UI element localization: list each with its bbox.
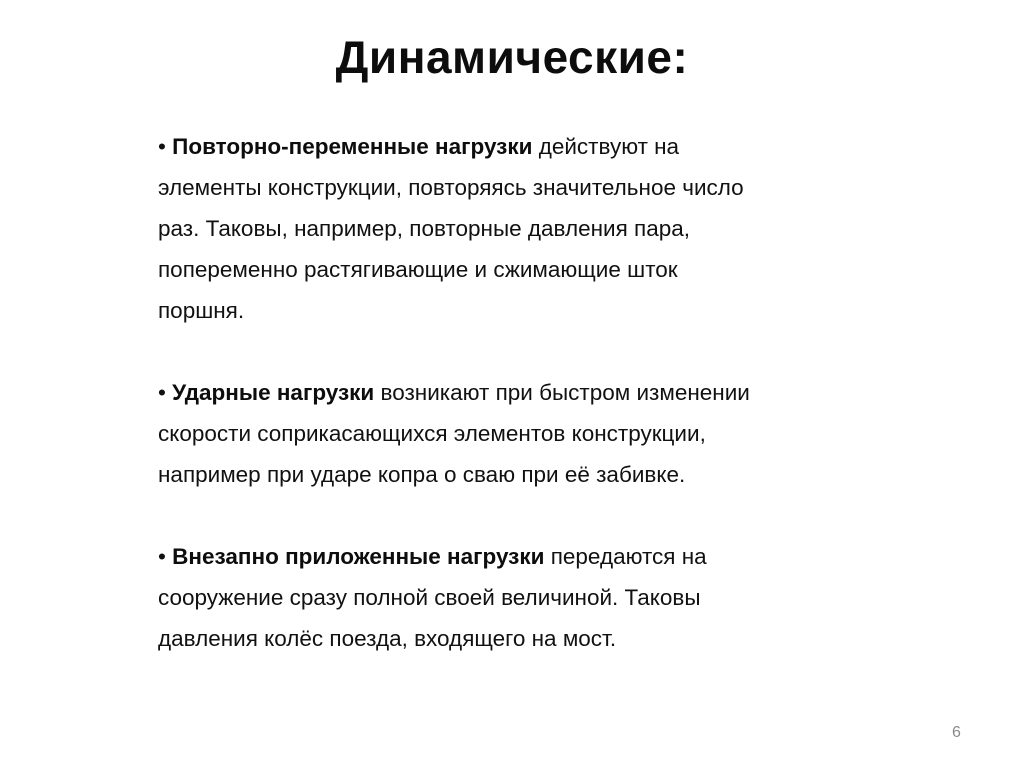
bullet-line: раз. Таковы, например, повторные давления пара,	[158, 216, 691, 241]
bullet-line: сооружение сразу полной своей величиной. Таковы	[158, 585, 701, 610]
page-number: 6	[952, 724, 961, 741]
bullet-marker: •	[158, 380, 166, 405]
bullet-term: Повторно-переменные нагрузки	[172, 134, 533, 159]
bullet-term: Ударные нагрузки	[172, 380, 375, 405]
bullet-text: действуют на	[538, 134, 680, 159]
bullet-marker: •	[158, 544, 166, 569]
bullet-term: Внезапно приложенные нагрузки	[172, 544, 545, 569]
bullet-line: попеременно растягивающие и сжимающие шток	[158, 257, 678, 282]
bullet-line	[158, 126, 878, 167]
bullet-line: элементы конструкции, повторяясь значительное число	[158, 175, 744, 200]
bullet-line: например при ударе копра о сваю при её забивке.	[158, 462, 686, 487]
bullet-text: возникают при быстром изменении	[380, 380, 750, 405]
bullet-marker: •	[158, 134, 166, 159]
bullet-repeated-loads	[158, 126, 878, 331]
bullet-line: давления колёс поезда, входящего на мост.	[158, 626, 617, 651]
bullet-line	[158, 372, 878, 413]
bullet-sudden-loads	[158, 536, 878, 659]
bullet-line: скорости соприкасающихся элементов конструкции,	[158, 421, 706, 446]
bullet-text: передаются на	[550, 544, 707, 569]
bullet-line	[158, 536, 878, 577]
slide-title: Динамические:	[335, 31, 689, 83]
bullet-line: поршня.	[158, 298, 245, 323]
bullet-impact-loads	[158, 372, 878, 495]
slide-content	[158, 126, 878, 700]
